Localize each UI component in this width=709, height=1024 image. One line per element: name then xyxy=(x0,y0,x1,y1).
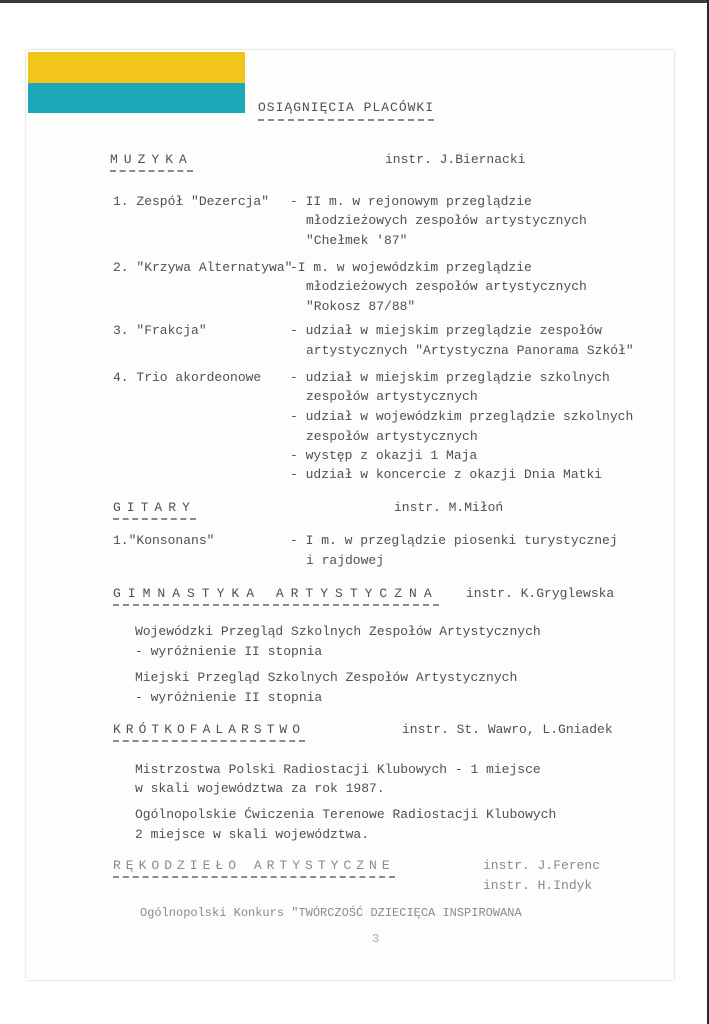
section-heading-gimnastyka: GIMNASTYKA ARTYSTYCZNA xyxy=(113,584,439,606)
gymnastics-line: Wojewódzki Przegląd Szkolnych Zespołów Artystycznych xyxy=(135,624,541,639)
music-item-name: 3. "Frakcja" xyxy=(113,323,207,338)
music-item-line: - udział w miejskim przeglądzie szkolnych xyxy=(290,370,610,385)
guitar-item-name: 1."Konsonans" xyxy=(113,533,215,548)
instructor-muzyka: instr. J.Biernacki xyxy=(385,152,526,167)
radio-line: w skali województwa za rok 1987. xyxy=(135,781,385,796)
instructor-rekodzielo-1: instr. J.Ferenc xyxy=(483,858,601,873)
music-item-line: młodzieżowych zespołów artystycznych xyxy=(306,213,587,228)
section-heading-muzyka: MUZYKA xyxy=(110,150,193,172)
gymnastics-line: Miejski Przegląd Szkolnych Zespołów Artystycznych xyxy=(135,670,518,685)
music-item-name: 4. Trio akordeonowe xyxy=(113,370,262,385)
music-item-line: zespołów artystycznych xyxy=(306,389,478,404)
music-item-line: "Chełmek '87" xyxy=(306,233,408,248)
music-item-line: - występ z okazji 1 Maja xyxy=(290,448,478,463)
section-heading-rekodzielo: RĘKODZIEŁO ARTYSTYCZNE xyxy=(113,856,395,878)
music-item-line: zespołów artystycznych xyxy=(306,429,478,444)
flag-teal-stripe xyxy=(28,83,245,113)
music-item-line: -I m. w wojewódzkim przeglądzie xyxy=(290,260,532,275)
music-item-line: - udział w wojewódzkim przeglądzie szkolnych xyxy=(290,409,634,424)
document-title: OSIĄGNIĘCIA PLACÓWKI xyxy=(258,98,434,121)
music-item-line: "Rokosz 87/88" xyxy=(306,299,416,314)
instructor-gimnastyka: instr. K.Gryglewska xyxy=(466,586,615,601)
guitar-item-line: i rajdowej xyxy=(306,553,385,568)
radio-line: Mistrzostwa Polski Radiostacji Klubowych - 1 miejsce xyxy=(135,762,541,777)
music-item-name: 1. Zespół "Dezercja" xyxy=(113,194,270,209)
radio-line: Ogólnopolskie Ćwiczenia Terenowe Radiostacji Klubowych xyxy=(135,807,557,822)
music-item-line: artystycznych "Artystyczna Panorama Szkół" xyxy=(306,343,634,358)
page-number: 3 xyxy=(372,932,380,946)
music-item-line: - udział w miejskim przeglądzie zespołów xyxy=(290,323,603,338)
guitar-item-line: - I m. w przeglądzie piosenki turystycznej xyxy=(290,533,618,548)
music-item-name: 2. "Krzywa Alternatywa" xyxy=(113,260,293,275)
instructor-gitary: instr. M.Miłoń xyxy=(394,500,504,515)
radio-line: 2 miejsce w skali województwa. xyxy=(135,827,370,842)
handicraft-line: Ogólnopolski Konkurs "TWÓRCZOŚĆ DZIECIĘCA INSPIROWANA xyxy=(140,906,522,920)
music-item-line: - II m. w rejonowym przeglądzie xyxy=(290,194,532,209)
section-heading-gitary: GITARY xyxy=(113,498,196,520)
gymnastics-line: - wyróżnienie II stopnia xyxy=(135,644,323,659)
music-item-line: młodzieżowych zespołów artystycznych xyxy=(306,279,587,294)
instructor-rekodzielo-2: instr. H.Indyk xyxy=(483,878,593,893)
music-item-line: - udział w koncercie z okazji Dnia Matki xyxy=(290,467,603,482)
gymnastics-line: - wyróżnienie II stopnia xyxy=(135,690,323,705)
instructor-krotkofalarstwo: instr. St. Wawro, L.Gniadek xyxy=(402,722,613,737)
scan-edge-top xyxy=(0,0,709,3)
flag-yellow-stripe xyxy=(28,52,245,83)
section-heading-krotkofalarstwo: KRÓTKOFALARSTWO xyxy=(113,720,305,742)
